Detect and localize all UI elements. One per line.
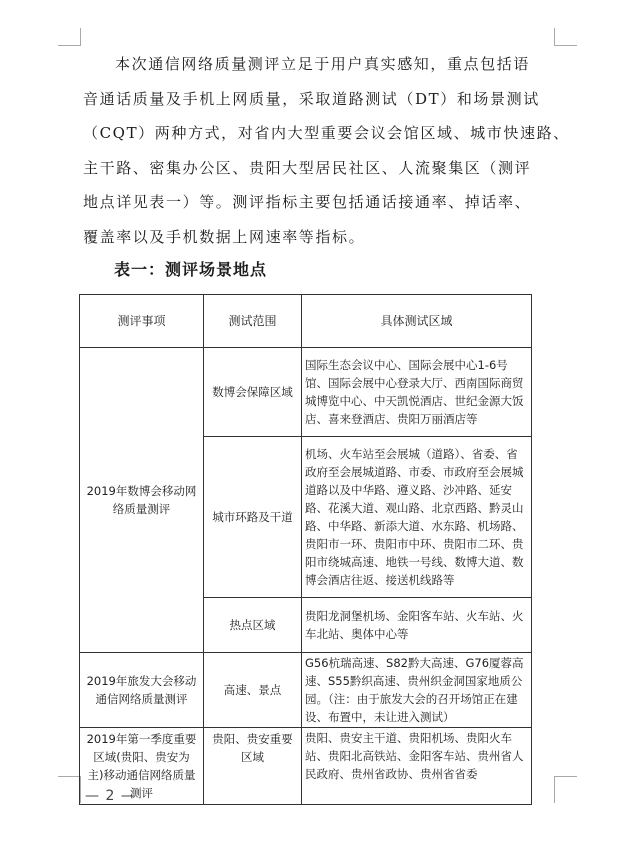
crop-mark-top-right [554, 28, 577, 46]
area-cell: 贵阳龙洞堡机场、金阳客车站、火车站、火车北站、奥体中心等 [302, 598, 532, 653]
paragraph-line: 主干路、密集办公区、贵阳大型居民社区、人流聚集区（测评 [83, 158, 532, 177]
item-cell: 2019年数博会移动网络质量测评 [80, 348, 204, 653]
paragraph-line: 覆盖率以及手机数据上网速率等指标。 [83, 227, 366, 246]
item-cell: 2019年旅发大会移动通信网络质量测评 [80, 653, 204, 728]
header-cell-item: 测评事项 [80, 295, 204, 348]
header-cell-area: 具体测试区域 [302, 295, 532, 348]
table-row [80, 348, 532, 437]
scope-cell: 热点区域 [204, 598, 302, 653]
paragraph-line: （CQT）两种方式，对省内大型重要会议会馆区域、城市快速路、 [83, 124, 570, 143]
header-cell-scope: 测试范围 [204, 295, 302, 348]
table-row [80, 653, 532, 728]
table-title: 表一：测评场景地点 [114, 260, 268, 279]
crop-mark-top-left [58, 28, 81, 46]
paragraph-line: 本次通信网络质量测评立足于用户真实感知，重点包括语 [115, 55, 531, 73]
scope-cell: 高速、景点 [204, 653, 302, 728]
page-number: — 2 — [85, 788, 136, 804]
crop-mark-bottom-left [58, 776, 81, 803]
paragraph-line: 音通话质量及手机上网质量，采取道路测试（DT）和场景测试 [83, 89, 540, 108]
scope-cell: 贵阳、贵安重要区域 [204, 728, 302, 805]
scene-table-wrapper [79, 294, 532, 800]
area-cell: 贵阳、贵安主干道、贵阳机场、贵阳火车站、贵阳北高铁站、金阳客车站、贵州省人民政府、贵州省政协、贵州省省委 [302, 728, 532, 805]
area-cell: G56杭瑞高速、S82黔大高速、G76厦蓉高速、S55黔织高速、贵州织金洞国家地质公园。（注：由于旅发大会的召开场馆正在建设、布置中，未让进入测试） [302, 653, 532, 728]
crop-mark-bottom-right [554, 776, 577, 803]
scope-cell: 城市环路及干道 [204, 437, 302, 598]
area-cell: 国际生态会议中心、国际会展中心1-6号馆、国际会展中心登录大厅、西南国际商贸城博览中心、中天凯悦酒店、世纪金源大饭店、喜来登酒店、贵阳万丽酒店等 [302, 348, 532, 437]
scene-table [79, 294, 532, 805]
table-header-row [80, 295, 532, 348]
body-paragraph [83, 47, 570, 255]
item-cell: 2019年第一季度重要区域(贵阳、贵安为主)移动通信网络质量测评 [80, 728, 204, 805]
table-row [80, 728, 532, 805]
area-cell: 机场、火车站至会展城（道路）、省委、省政府至会展城道路、市委、市政府至会展城道路以及中华路、遵义路、沙冲路、延安路、花溪大道、观山路、北京西路、黔灵山路、中华路、新添大道、水东路、机场路、贵阳市一环、贵阳市中环、贵阳市二环、贵阳市绕城高速、地铁一号线、数博大道、数博会酒店往返、接送机线路等 [302, 437, 532, 598]
scope-cell: 数博会保障区域 [204, 348, 302, 437]
paragraph-line: 地点详见表一）等。测评指标主要包括通话接通率、掉话率、 [83, 193, 532, 212]
